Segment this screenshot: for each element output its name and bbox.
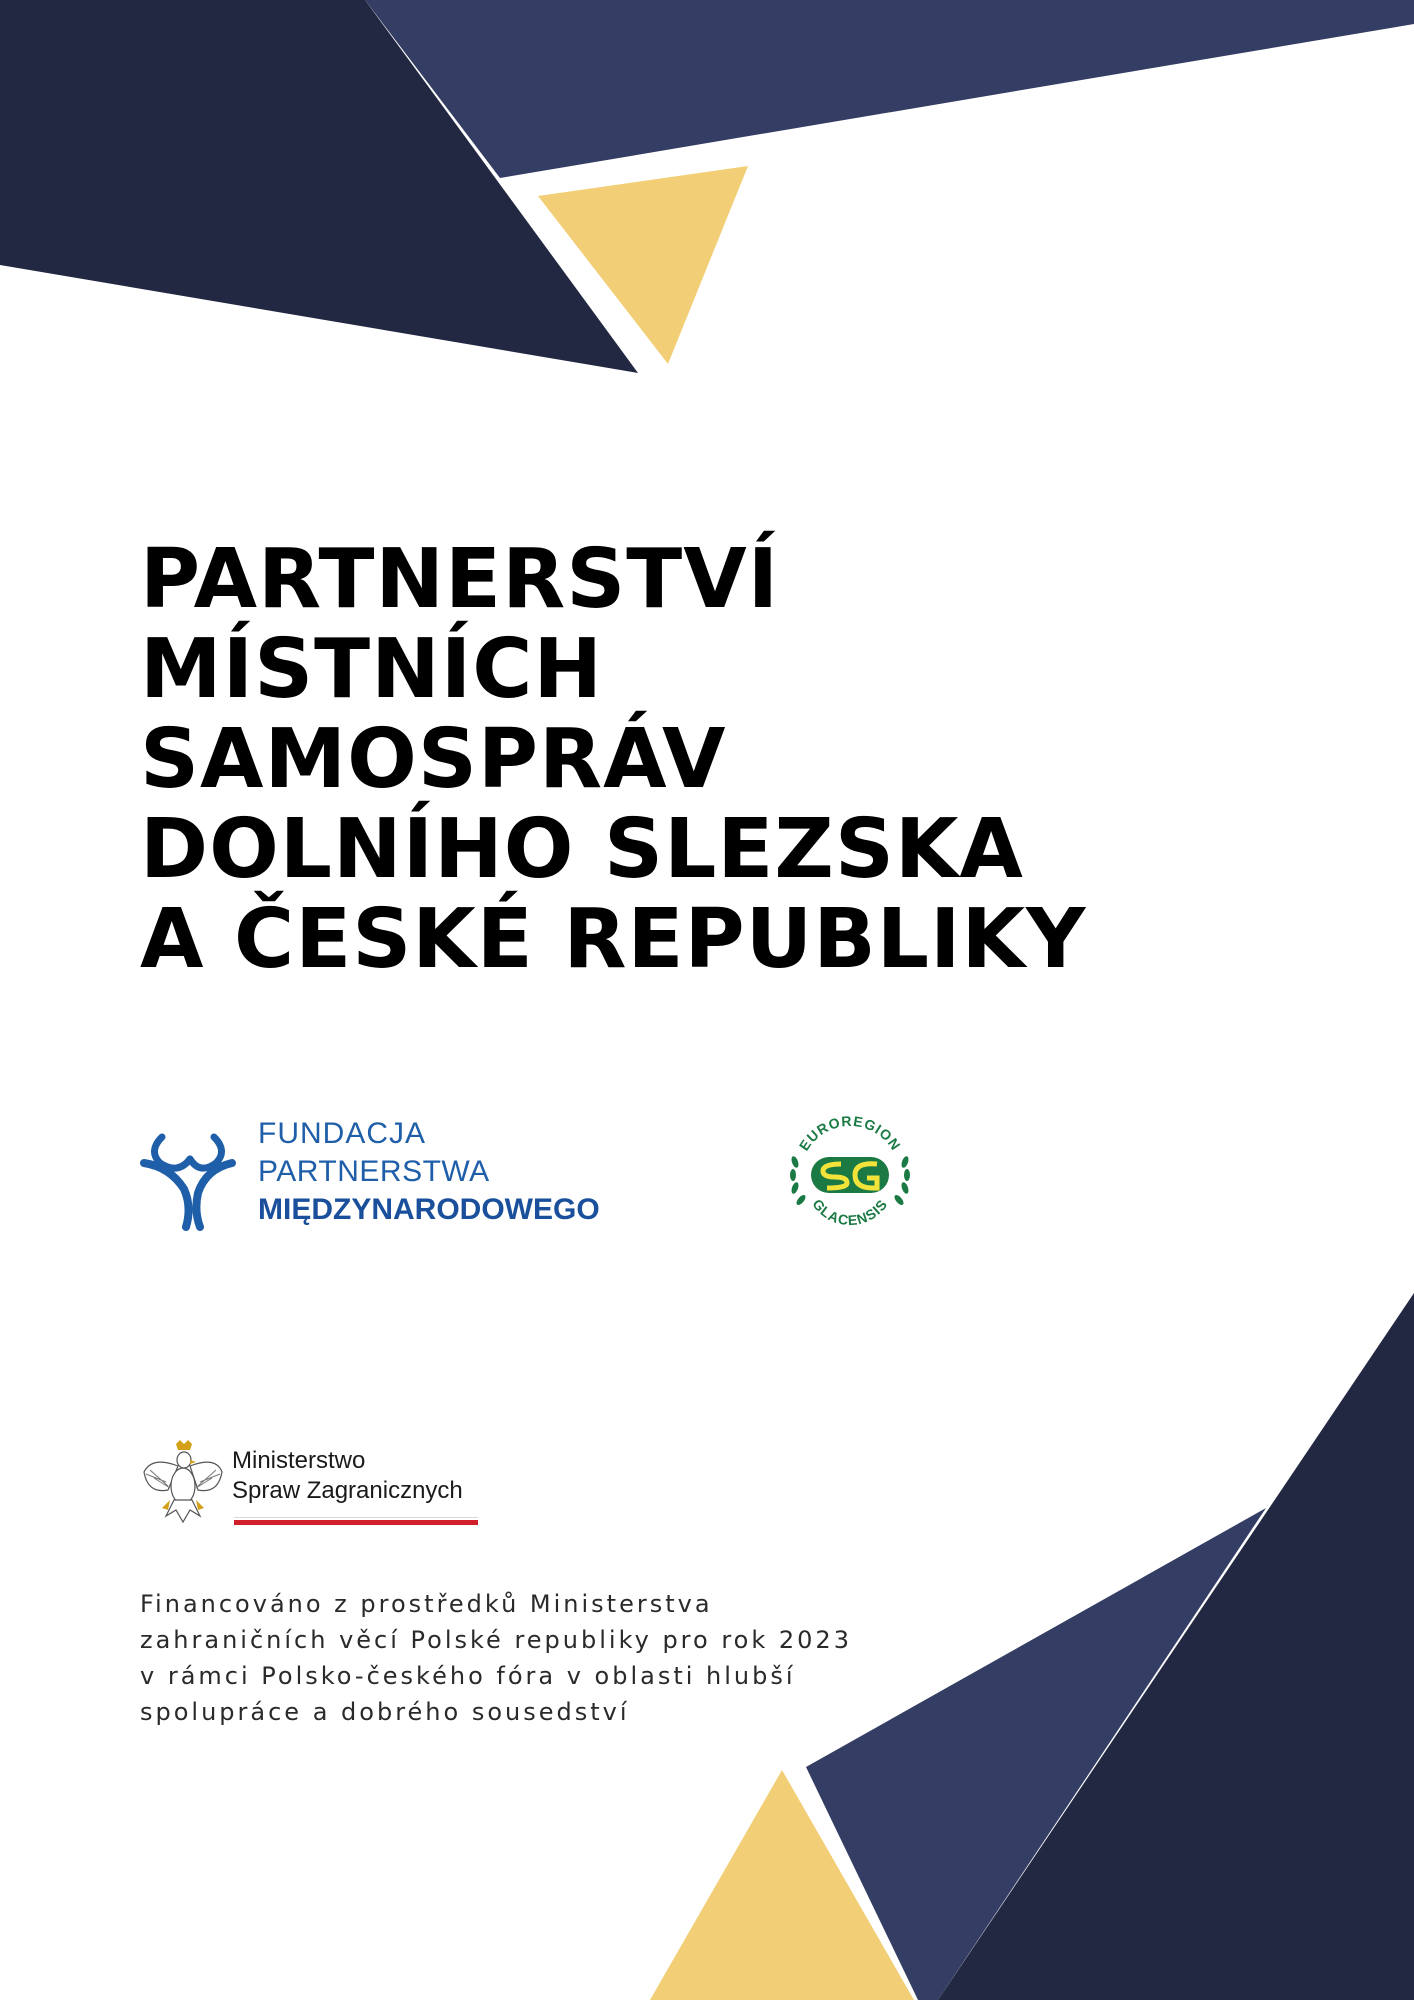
title-line: A ČESKÉ REPUBLIKY [140,892,1087,987]
fpm-line-2: PARTNERSTWA [258,1155,490,1188]
ministry-line-1: Ministerstwo [232,1447,366,1474]
funding-line: v rámci Polsko-českého fóra v oblasti hlubší [140,1662,796,1690]
fpm-line-3: MIĘDZYNARODOWEGO [258,1193,600,1226]
ministry-wordmark [232,1446,463,1506]
euroregion-glacensis-logo [775,1100,925,1250]
title-line: MÍSTNÍCH [140,622,604,717]
title-line: DOLNÍHO SLEZSKA [140,802,1024,897]
ministry-logo [140,1438,500,1528]
funding-statement [140,1586,900,1730]
euroregion-bottom-text: GLACENSIS [809,1195,891,1229]
ministry-line-2: Spraw Zagranicznych [232,1477,463,1504]
svg-text:GLACENSIS [809,1196,890,1228]
euroregion-top-text: EUROREGION [795,1112,905,1154]
page-title [140,532,1087,987]
fpm-logo [140,1115,660,1235]
funding-line: spolupráce a dobrého sousedství [140,1698,630,1726]
title-line: PARTNERSTVÍ [140,532,780,627]
funding-line: Financováno z prostředků Ministerstva [140,1590,713,1618]
top-mid-navy-shape [365,0,1414,178]
svg-text:EUROREGION [796,1113,904,1154]
fpm-wordmark [258,1115,600,1229]
white-eagle-icon [140,1438,225,1528]
ministry-red-bar [234,1520,478,1525]
funding-line: zahraničních věcí Polské republiky pro rok 2023 [140,1626,852,1654]
title-line: SAMOSPRÁV [140,712,727,807]
fpm-line-1: FUNDACJA [258,1117,427,1150]
bottom-dark-navy-triangle [938,1293,1414,2000]
ministry-divider [234,1517,478,1518]
fpm-figure-icon [140,1123,236,1233]
